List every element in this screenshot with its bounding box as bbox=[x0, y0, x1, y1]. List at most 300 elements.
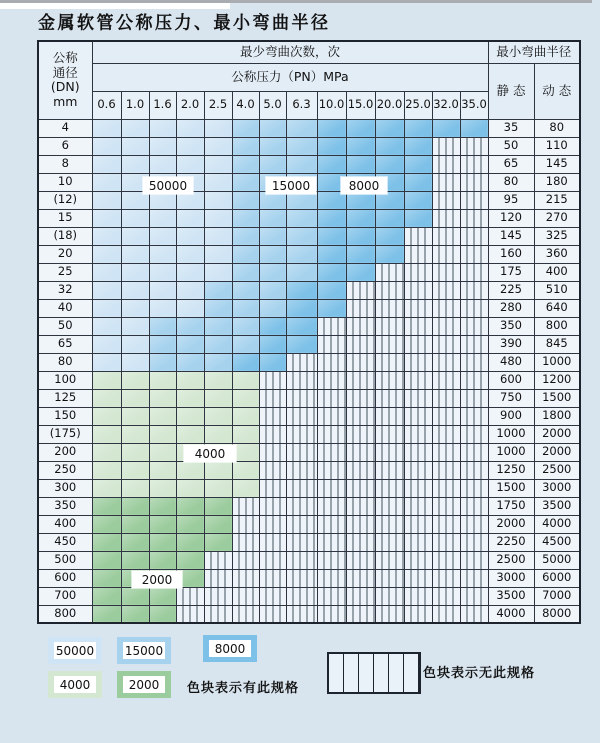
spec-cell-none bbox=[460, 317, 488, 335]
spec-cell-none bbox=[317, 515, 346, 533]
spec-cell-15000 bbox=[232, 209, 259, 227]
spec-cell-none bbox=[404, 317, 432, 335]
spec-cell-none bbox=[346, 335, 375, 353]
spec-cell-none bbox=[346, 443, 375, 461]
table-row-dn-500 bbox=[38, 551, 580, 569]
spec-cell-4000 bbox=[121, 443, 149, 461]
spec-cell-8000 bbox=[317, 119, 346, 137]
spec-cell-none bbox=[432, 155, 460, 173]
table-row-dn-20 bbox=[38, 245, 580, 263]
spec-cell-8000 bbox=[375, 245, 404, 263]
spec-cell-8000 bbox=[404, 155, 432, 173]
spec-cell-none bbox=[259, 389, 286, 407]
spec-cell-none bbox=[286, 533, 317, 551]
spec-cell-none bbox=[375, 263, 404, 281]
page-title: 金属软管公称压力、最小弯曲半径 bbox=[38, 12, 331, 34]
spec-cell-50000 bbox=[121, 137, 149, 155]
spec-cell-50000 bbox=[204, 245, 232, 263]
spec-cell-none bbox=[460, 443, 488, 461]
static-radius-cell: 35 bbox=[488, 119, 534, 137]
spec-cell-8000 bbox=[346, 155, 375, 173]
dn-cell: 50 bbox=[38, 317, 92, 335]
spec-table-container bbox=[37, 40, 581, 624]
spec-cell-4000 bbox=[176, 461, 204, 479]
pressure-col-header: 6.3 bbox=[286, 91, 317, 119]
dn-cell: 20 bbox=[38, 245, 92, 263]
dynamic-radius-cell: 800 bbox=[534, 317, 580, 335]
spec-cell-none bbox=[259, 407, 286, 425]
spec-cell-none bbox=[404, 353, 432, 371]
spec-cell-15000 bbox=[176, 353, 204, 371]
dynamic-radius-cell: 110 bbox=[534, 137, 580, 155]
dynamic-radius-cell: 325 bbox=[534, 227, 580, 245]
static-radius-cell: 2250 bbox=[488, 533, 534, 551]
dynamic-radius-header: 动 态 bbox=[534, 63, 580, 119]
table-row-dn-700 bbox=[38, 587, 580, 605]
spec-cell-none bbox=[432, 551, 460, 569]
spec-cell-none bbox=[346, 317, 375, 335]
dynamic-radius-cell: 1500 bbox=[534, 389, 580, 407]
spec-table bbox=[37, 40, 581, 624]
spec-cell-none bbox=[404, 443, 432, 461]
dn-header-line: mm bbox=[53, 93, 78, 109]
spec-cell-none bbox=[460, 281, 488, 299]
spec-cell-50000 bbox=[176, 281, 204, 299]
spec-cell-8000 bbox=[404, 137, 432, 155]
spec-cell-none bbox=[286, 389, 317, 407]
spec-cell-8000 bbox=[317, 209, 346, 227]
spec-cell-none bbox=[317, 605, 346, 623]
static-radius-cell: 2500 bbox=[488, 551, 534, 569]
spec-cell-none bbox=[460, 533, 488, 551]
spec-cell-8000 bbox=[346, 209, 375, 227]
dn-cell: 100 bbox=[38, 371, 92, 389]
dynamic-radius-cell: 4500 bbox=[534, 533, 580, 551]
table-row-dn-450 bbox=[38, 533, 580, 551]
dynamic-radius-cell: 400 bbox=[534, 263, 580, 281]
spec-cell-15000 bbox=[259, 137, 286, 155]
legend-has-spec-note: 色块表示有此规格 bbox=[187, 681, 300, 696]
spec-cell-none bbox=[259, 515, 286, 533]
spec-cell-none bbox=[375, 551, 404, 569]
spec-cell-none bbox=[404, 245, 432, 263]
spec-cell-50000 bbox=[176, 299, 204, 317]
dn-cell: 4 bbox=[38, 119, 92, 137]
spec-cell-4000 bbox=[92, 389, 121, 407]
spec-cell-2000 bbox=[176, 533, 204, 551]
spec-cell-none bbox=[404, 587, 432, 605]
spec-cell-50000 bbox=[92, 281, 121, 299]
spec-cell-none bbox=[404, 407, 432, 425]
spec-cell-none bbox=[286, 353, 317, 371]
spec-cell-4000 bbox=[149, 461, 176, 479]
spec-cell-8000 bbox=[317, 137, 346, 155]
spec-cell-none bbox=[432, 209, 460, 227]
spec-cell-8000 bbox=[286, 335, 317, 353]
spec-cell-8000 bbox=[317, 245, 346, 263]
spec-cell-none bbox=[432, 605, 460, 623]
spec-cell-4000 bbox=[92, 479, 121, 497]
table-row-dn-200 bbox=[38, 443, 580, 461]
spec-cell-15000 bbox=[259, 245, 286, 263]
spec-cell-8000 bbox=[404, 191, 432, 209]
spec-cell-15000 bbox=[149, 317, 176, 335]
dn-cell: 10 bbox=[38, 173, 92, 191]
spec-cell-8000 bbox=[404, 209, 432, 227]
dn-header-line: (DN) bbox=[50, 79, 80, 95]
spec-cell-8000 bbox=[375, 137, 404, 155]
spec-cell-none bbox=[286, 515, 317, 533]
spec-cell-8000 bbox=[375, 155, 404, 173]
spec-cell-none bbox=[432, 245, 460, 263]
spec-cell-none bbox=[204, 551, 232, 569]
spec-cell-4000 bbox=[149, 443, 176, 461]
pressure-col-header: 15.0 bbox=[346, 91, 375, 119]
spec-cell-none bbox=[404, 299, 432, 317]
spec-cell-none bbox=[232, 497, 259, 515]
static-radius-cell: 4000 bbox=[488, 605, 534, 623]
spec-cell-none bbox=[432, 389, 460, 407]
spec-cell-15000 bbox=[286, 119, 317, 137]
dynamic-radius-cell: 360 bbox=[534, 245, 580, 263]
spec-cell-none bbox=[375, 407, 404, 425]
dn-cell: 450 bbox=[38, 533, 92, 551]
spec-cell-15000 bbox=[204, 299, 232, 317]
spec-cell-none bbox=[375, 569, 404, 587]
spec-cell-4000 bbox=[232, 389, 259, 407]
spec-cell-none bbox=[432, 371, 460, 389]
dn-cell: 32 bbox=[38, 281, 92, 299]
spec-cell-none bbox=[432, 587, 460, 605]
spec-cell-2000 bbox=[149, 551, 176, 569]
spec-cell-8000 bbox=[375, 227, 404, 245]
spec-cell-4000 bbox=[149, 389, 176, 407]
spec-cell-none bbox=[460, 173, 488, 191]
spec-cell-none bbox=[286, 479, 317, 497]
bend-times-header: 最少弯曲次数，次 bbox=[92, 41, 488, 63]
spec-cell-none bbox=[460, 155, 488, 173]
table-row-dn-80 bbox=[38, 353, 580, 371]
spec-cell-2000 bbox=[92, 569, 121, 587]
spec-cell-50000 bbox=[92, 317, 121, 335]
spec-cell-15000 bbox=[204, 335, 232, 353]
spec-cell-none bbox=[259, 461, 286, 479]
spec-cell-15000 bbox=[232, 299, 259, 317]
spec-cell-none bbox=[460, 335, 488, 353]
spec-cell-none bbox=[432, 317, 460, 335]
dynamic-radius-cell: 640 bbox=[534, 299, 580, 317]
spec-cell-8000 bbox=[259, 317, 286, 335]
spec-cell-2000 bbox=[92, 587, 121, 605]
dn-cell: 8 bbox=[38, 155, 92, 173]
table-row-dn-250 bbox=[38, 461, 580, 479]
spec-cell-none bbox=[259, 371, 286, 389]
spec-cell-none bbox=[404, 425, 432, 443]
spec-cell-none bbox=[286, 461, 317, 479]
table-row-dn-15 bbox=[38, 209, 580, 227]
spec-cell-none bbox=[404, 389, 432, 407]
dn-cell: 200 bbox=[38, 443, 92, 461]
pressure-col-header: 32.0 bbox=[432, 91, 460, 119]
spec-cell-8000 bbox=[375, 119, 404, 137]
dn-cell: 800 bbox=[38, 605, 92, 623]
dn-cell: 80 bbox=[38, 353, 92, 371]
legend bbox=[0, 630, 600, 740]
spec-cell-none bbox=[346, 515, 375, 533]
spec-cell-2000 bbox=[149, 497, 176, 515]
table-row-dn-800 bbox=[38, 605, 580, 623]
spec-cell-none bbox=[346, 281, 375, 299]
dn-cell: 40 bbox=[38, 299, 92, 317]
table-row-dn-50 bbox=[38, 317, 580, 335]
table-row-dn-350 bbox=[38, 497, 580, 515]
legend-swatch-8000 bbox=[203, 635, 257, 662]
spec-cell-8000 bbox=[346, 227, 375, 245]
spec-cell-none bbox=[432, 227, 460, 245]
spec-cell-4000 bbox=[92, 443, 121, 461]
spec-cell-none bbox=[259, 425, 286, 443]
pressure-col-header: 2.5 bbox=[204, 91, 232, 119]
dynamic-radius-cell: 215 bbox=[534, 191, 580, 209]
spec-cell-2000 bbox=[149, 605, 176, 623]
dynamic-radius-cell: 1200 bbox=[534, 371, 580, 389]
spec-cell-50000 bbox=[92, 119, 121, 137]
spec-cell-50000 bbox=[176, 227, 204, 245]
spec-cell-4000 bbox=[204, 461, 232, 479]
spec-cell-none bbox=[432, 533, 460, 551]
spec-cell-none bbox=[432, 137, 460, 155]
spec-cell-8000 bbox=[317, 299, 346, 317]
spec-cell-50000 bbox=[149, 137, 176, 155]
spec-cell-none bbox=[460, 263, 488, 281]
pressure-col-header: 0.6 bbox=[92, 91, 121, 119]
spec-cell-none bbox=[317, 425, 346, 443]
spec-cell-none bbox=[460, 353, 488, 371]
spec-cell-50000 bbox=[204, 137, 232, 155]
spec-cell-4000 bbox=[121, 371, 149, 389]
static-radius-cell: 50 bbox=[488, 137, 534, 155]
dynamic-radius-cell: 1000 bbox=[534, 353, 580, 371]
spec-cell-15000 bbox=[232, 263, 259, 281]
spec-cell-none bbox=[404, 227, 432, 245]
spec-cell-4000 bbox=[176, 425, 204, 443]
spec-cell-none bbox=[432, 281, 460, 299]
spec-cell-none bbox=[375, 497, 404, 515]
spec-cell-none bbox=[317, 389, 346, 407]
dynamic-radius-cell: 3000 bbox=[534, 479, 580, 497]
dynamic-radius-cell: 2000 bbox=[534, 425, 580, 443]
static-radius-cell: 600 bbox=[488, 371, 534, 389]
spec-cell-none bbox=[317, 335, 346, 353]
legend-no-spec-swatch bbox=[327, 652, 421, 694]
spec-cell-2000 bbox=[92, 551, 121, 569]
spec-cell-none bbox=[460, 515, 488, 533]
spec-cell-none bbox=[259, 533, 286, 551]
table-row-dn-8 bbox=[38, 155, 580, 173]
spec-cell-15000 bbox=[232, 119, 259, 137]
static-radius-cell: 280 bbox=[488, 299, 534, 317]
spec-cell-15000 bbox=[232, 245, 259, 263]
spec-cell-none bbox=[432, 263, 460, 281]
spec-cell-none bbox=[259, 605, 286, 623]
spec-cell-none bbox=[317, 533, 346, 551]
spec-cell-8000 bbox=[317, 281, 346, 299]
spec-cell-2000 bbox=[121, 497, 149, 515]
spec-cell-50000 bbox=[176, 119, 204, 137]
table-row-dn-25 bbox=[38, 263, 580, 281]
spec-cell-15000 bbox=[232, 227, 259, 245]
spec-cell-none bbox=[375, 425, 404, 443]
spec-cell-8000 bbox=[286, 281, 317, 299]
spec-cell-15000 bbox=[259, 299, 286, 317]
spec-cell-50000 bbox=[121, 227, 149, 245]
spec-cell-none bbox=[404, 533, 432, 551]
spec-cell-none bbox=[404, 335, 432, 353]
spec-cell-50000 bbox=[92, 191, 121, 209]
spec-cell-none bbox=[286, 587, 317, 605]
spec-cell-none bbox=[460, 389, 488, 407]
spec-cell-50000 bbox=[204, 227, 232, 245]
spec-cell-none bbox=[317, 587, 346, 605]
spec-cell-none bbox=[460, 425, 488, 443]
dn-cell: 15 bbox=[38, 209, 92, 227]
spec-cell-none bbox=[375, 353, 404, 371]
spec-cell-8000 bbox=[317, 227, 346, 245]
cycles-label-2000: 2000 bbox=[132, 571, 182, 588]
dn-cell: (12) bbox=[38, 191, 92, 209]
spec-cell-50000 bbox=[121, 119, 149, 137]
spec-cell-none bbox=[460, 137, 488, 155]
table-row-dn-150 bbox=[38, 407, 580, 425]
spec-cell-15000 bbox=[259, 155, 286, 173]
spec-cell-none bbox=[375, 587, 404, 605]
table-row-dn-175 bbox=[38, 425, 580, 443]
spec-cell-none bbox=[204, 569, 232, 587]
dn-cell: 25 bbox=[38, 263, 92, 281]
spec-cell-4000 bbox=[121, 479, 149, 497]
spec-cell-2000 bbox=[176, 515, 204, 533]
spec-cell-none bbox=[286, 605, 317, 623]
static-radius-cell: 3500 bbox=[488, 587, 534, 605]
spec-cell-4000 bbox=[92, 407, 121, 425]
static-radius-cell: 1000 bbox=[488, 425, 534, 443]
spec-cell-none bbox=[286, 371, 317, 389]
spec-cell-8000 bbox=[286, 317, 317, 335]
spec-cell-none bbox=[259, 569, 286, 587]
spec-cell-4000 bbox=[204, 389, 232, 407]
spec-cell-8000 bbox=[259, 335, 286, 353]
pressure-col-header: 4.0 bbox=[232, 91, 259, 119]
spec-cell-50000 bbox=[92, 353, 121, 371]
dn-cell: (175) bbox=[38, 425, 92, 443]
spec-cell-15000 bbox=[232, 173, 259, 191]
spec-cell-none bbox=[460, 299, 488, 317]
spec-cell-2000 bbox=[204, 515, 232, 533]
dn-cell: (18) bbox=[38, 227, 92, 245]
spec-cell-50000 bbox=[121, 299, 149, 317]
table-row-dn-40 bbox=[38, 299, 580, 317]
static-radius-cell: 1500 bbox=[488, 479, 534, 497]
table-row-dn-100 bbox=[38, 371, 580, 389]
dynamic-radius-cell: 2500 bbox=[534, 461, 580, 479]
spec-cell-15000 bbox=[286, 155, 317, 173]
spec-cell-50000 bbox=[121, 317, 149, 335]
static-radius-cell: 1000 bbox=[488, 443, 534, 461]
dn-header-cell bbox=[38, 41, 92, 119]
spec-cell-50000 bbox=[149, 209, 176, 227]
spec-cell-8000 bbox=[404, 119, 432, 137]
spec-cell-none bbox=[346, 605, 375, 623]
spec-cell-none bbox=[375, 317, 404, 335]
spec-cell-none bbox=[432, 497, 460, 515]
static-radius-cell: 2000 bbox=[488, 515, 534, 533]
spec-cell-2000 bbox=[92, 605, 121, 623]
spec-cell-4000 bbox=[121, 407, 149, 425]
spec-cell-none bbox=[286, 551, 317, 569]
spec-cell-50000 bbox=[176, 137, 204, 155]
spec-cell-none bbox=[432, 335, 460, 353]
spec-cell-none bbox=[317, 353, 346, 371]
cycles-label-15000: 15000 bbox=[266, 177, 316, 194]
spec-cell-none bbox=[460, 245, 488, 263]
spec-cell-50000 bbox=[149, 227, 176, 245]
spec-cell-50000 bbox=[176, 155, 204, 173]
spec-cell-none bbox=[232, 587, 259, 605]
static-radius-cell: 175 bbox=[488, 263, 534, 281]
spec-cell-4000 bbox=[204, 425, 232, 443]
spec-cell-none bbox=[375, 443, 404, 461]
pressure-col-header: 25.0 bbox=[404, 91, 432, 119]
spec-cell-15000 bbox=[176, 335, 204, 353]
spec-cell-50000 bbox=[204, 263, 232, 281]
spec-cell-4000 bbox=[121, 425, 149, 443]
spec-cell-2000 bbox=[121, 515, 149, 533]
spec-cell-50000 bbox=[149, 299, 176, 317]
spec-cell-none bbox=[432, 569, 460, 587]
spec-cell-none bbox=[286, 497, 317, 515]
spec-cell-4000 bbox=[232, 479, 259, 497]
spec-cell-2000 bbox=[176, 551, 204, 569]
spec-cell-4000 bbox=[176, 407, 204, 425]
dynamic-radius-cell: 4000 bbox=[534, 515, 580, 533]
dynamic-radius-cell: 80 bbox=[534, 119, 580, 137]
spec-cell-15000 bbox=[149, 353, 176, 371]
spec-cell-none bbox=[460, 551, 488, 569]
spec-cell-50000 bbox=[149, 281, 176, 299]
static-radius-cell: 1250 bbox=[488, 461, 534, 479]
nominal-pressure-header: 公称压力（PN）MPa bbox=[92, 63, 488, 91]
spec-cell-none bbox=[259, 497, 286, 515]
spec-cell-50000 bbox=[149, 155, 176, 173]
spec-cell-2000 bbox=[149, 587, 176, 605]
spec-cell-2000 bbox=[121, 533, 149, 551]
legend-swatch-4000 bbox=[48, 671, 102, 698]
spec-cell-4000 bbox=[92, 371, 121, 389]
spec-cell-50000 bbox=[92, 137, 121, 155]
spec-cell-none bbox=[317, 569, 346, 587]
spec-cell-none bbox=[317, 407, 346, 425]
spec-cell-none bbox=[375, 533, 404, 551]
spec-cell-15000 bbox=[259, 263, 286, 281]
spec-cell-15000 bbox=[149, 335, 176, 353]
pressure-col-header: 2.0 bbox=[176, 91, 204, 119]
dynamic-radius-cell: 6000 bbox=[534, 569, 580, 587]
spec-cell-4000 bbox=[232, 425, 259, 443]
spec-cell-50000 bbox=[204, 155, 232, 173]
spec-cell-8000 bbox=[346, 263, 375, 281]
spec-cell-15000 bbox=[232, 137, 259, 155]
dynamic-radius-cell: 510 bbox=[534, 281, 580, 299]
